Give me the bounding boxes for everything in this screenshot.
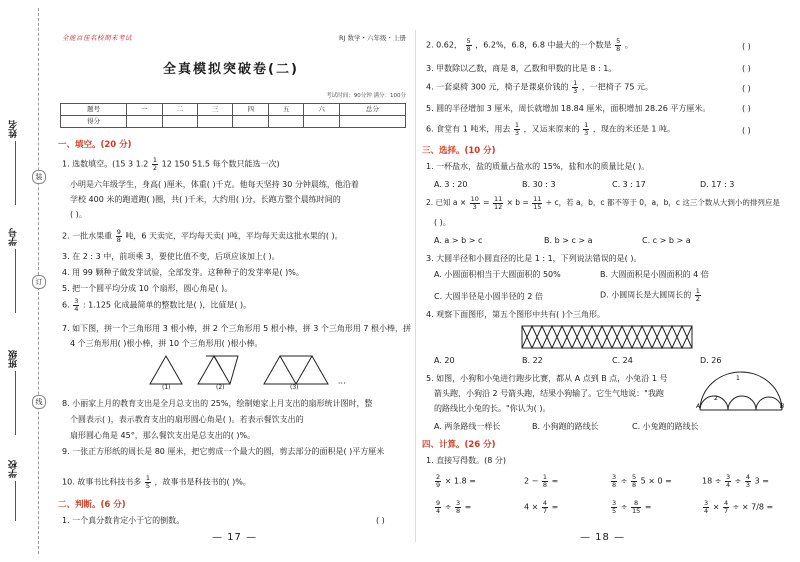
choice-option[interactable]: B. b > c > a	[544, 236, 593, 245]
denominator: 3	[514, 128, 520, 137]
numerator: 8	[631, 500, 641, 508]
score-header: 四	[233, 104, 268, 116]
numerator: 3	[455, 499, 461, 507]
choice-option[interactable]: A. 小圆面积相当于大圆面积的 50%	[434, 270, 561, 279]
school-blank	[15, 481, 16, 521]
choice-option[interactable]: D. 26	[700, 356, 722, 365]
numerator: 5	[466, 37, 471, 45]
fraction	[615, 38, 621, 52]
choice-option[interactable]: A. 两条路线一样长	[434, 422, 501, 431]
question-text: 2. 0.62，	[426, 40, 462, 50]
question-text: 扇形圆心角是 45°，那么餐饮支出是总支出的( )%。	[70, 431, 256, 440]
calc-text: ÷	[620, 476, 628, 486]
ellipsis: ···	[338, 379, 346, 388]
numerator: 9	[116, 228, 121, 236]
question-judge-6	[426, 122, 675, 136]
choice-option[interactable]: D. 17 : 3	[700, 180, 735, 189]
answer-paren[interactable]: ( )	[742, 126, 751, 135]
question-text: ，又运来原来的	[523, 124, 580, 134]
question-text: 吨，6 天卖完，平均每天卖( )吨，平均每天卖这批水果的( )。	[125, 231, 343, 241]
fraction	[725, 474, 731, 488]
choice-option[interactable]: C. c > b > a	[642, 236, 691, 245]
fraction	[73, 298, 79, 312]
fraction	[611, 474, 617, 488]
right-page	[420, 0, 790, 562]
score-cell[interactable]	[162, 116, 197, 128]
numerator: 4	[745, 473, 751, 481]
question-fill-2	[62, 229, 343, 243]
calc-text: =	[464, 502, 472, 512]
name-label: 姓名	[9, 120, 20, 138]
fraction	[152, 157, 158, 171]
numerator: 9	[436, 499, 441, 507]
denominator: 9	[436, 480, 441, 489]
denominator: 7	[542, 506, 548, 515]
option-text: D. 小圆周长是大圆周长的	[600, 290, 692, 300]
question-fill-8: 8. 小丽家上月的教育支出是全月总支出的 25%，绘制她家上月支出的扇形统计图时，整	[62, 399, 373, 408]
triangle-figure-3	[264, 356, 296, 384]
denominator: 4	[704, 506, 709, 515]
numerator: 5	[616, 37, 621, 45]
choice-option[interactable]: B. 小狗跑的路线长	[532, 422, 599, 431]
calc-text: 18 ÷	[702, 476, 722, 486]
answer-paren[interactable]: ( )	[742, 84, 751, 93]
fraction	[631, 474, 637, 488]
numerator: 1	[152, 156, 158, 164]
large-semicircle	[700, 372, 785, 410]
question-text: ( )。	[70, 210, 87, 219]
name-field	[4, 120, 26, 205]
fraction	[470, 196, 480, 210]
question-text: 学校 400 米的跑道跑( )圈，共( )千米，大约用( )分，长跑方整个晨练时间的	[70, 195, 341, 204]
fraction	[435, 500, 441, 514]
calc-text: × 1.8 =	[444, 476, 476, 486]
fraction	[116, 229, 122, 243]
calc-text: 5 × 0 =	[640, 476, 672, 486]
name-blank	[15, 141, 16, 205]
question-text: 2. 一批水果重	[62, 231, 113, 241]
student-id-field	[4, 228, 26, 313]
score-cell[interactable]	[198, 116, 233, 128]
calc-text: ÷	[620, 502, 628, 512]
denominator: 4	[74, 304, 79, 313]
exam-meta: 考试时间：90分钟 满分：100分	[326, 93, 406, 99]
triangle-pattern-figure	[520, 324, 700, 350]
calc-text: =	[644, 502, 652, 512]
question-judge-4	[426, 80, 653, 94]
denominator: 8	[116, 235, 121, 244]
figure-caption-3: (3)	[290, 384, 299, 391]
calc-text: ÷	[732, 502, 740, 512]
question-text: 的路线比小兔的长。"你认为( )。	[434, 404, 551, 413]
question-text: : 1.125 化成最简单的整数比是( )，比值是( )。	[82, 300, 252, 310]
calc-text: 2 −	[524, 476, 539, 486]
numerator: 2	[436, 473, 441, 481]
question-text: 4 个三角形用( )根小棒，拼 10 个三角形用( )根小棒。	[70, 339, 263, 348]
denominator: 8	[542, 480, 548, 489]
question-judge-3: 3. 甲数除以乙数，商是 8，乙数和甲数的比是 8 : 1。	[426, 64, 617, 73]
choice-option[interactable]: A. a > b > c	[434, 236, 483, 245]
fraction	[695, 288, 701, 302]
fraction	[532, 196, 542, 210]
question-choice-3: 3. 大圆半径和小圆直径的比是 1 : 1，下列说法错误的是( )。	[426, 254, 642, 263]
question-text: 1. 选数填空。(15 3 1.2	[62, 159, 149, 169]
denominator: 4	[436, 506, 441, 515]
race-route-figure	[696, 368, 786, 414]
score-table-header-row	[61, 104, 406, 116]
question-choice-5: 5. 如图，小狗和小兔进行跑步比赛，都从 A 点到 B 点，小兔沿 1 号	[426, 374, 668, 383]
question-judge-5: 5. 圆的半径增加 3 厘米，周长就增加 18.84 厘米，面积增加 28.26 平方厘米。	[426, 104, 711, 113]
fraction	[455, 500, 461, 514]
denominator: 2	[695, 294, 700, 303]
page-title: 全真模拟突破卷(二)	[163, 62, 299, 77]
calc-text: =	[551, 476, 559, 486]
denominator: 8	[612, 480, 617, 489]
numerator: 1	[514, 121, 520, 129]
triangle-figure-3	[280, 356, 328, 384]
numerator: 3	[612, 499, 617, 507]
calc-text: =	[551, 502, 559, 512]
student-id-label: 学号	[9, 228, 20, 246]
question-text: 箭头跑，小狗沿 2 号箭头跑，结果小狗输了。它生气地说："我跑	[434, 389, 664, 398]
answer-paren[interactable]: ( )	[742, 42, 751, 51]
fraction	[745, 474, 751, 488]
student-id-blank	[15, 249, 16, 313]
question-fill-3: 3. 在 2 : 3 中，前项乘 3，要使比值不变，后项应该加上( )。	[62, 252, 280, 261]
choice-option[interactable]: A. 20	[434, 356, 455, 365]
calc-text: ÷	[444, 502, 452, 512]
fraction	[493, 196, 503, 210]
left-page	[50, 0, 412, 562]
calc-item	[434, 500, 471, 514]
question-fill-6	[62, 298, 251, 312]
denominator: 4	[725, 480, 731, 489]
fraction	[723, 500, 729, 514]
calc-text: ÷	[734, 476, 742, 486]
question-choice-1: 1. 一杯盐水，盐的质量占盐水的 15%，盐和水的质量比是( )。	[426, 162, 650, 171]
score-header: 一	[127, 104, 162, 116]
page-number: — 18 —	[580, 532, 626, 543]
question-choice-2	[426, 196, 780, 210]
numerator: 1	[145, 474, 150, 482]
question-text: 12 150 51.5 每个数只能选一次)	[161, 159, 280, 169]
question-text: =	[483, 198, 490, 207]
question-text: ，故事书是科技书的( )%。	[154, 477, 251, 487]
score-table	[60, 103, 406, 128]
numerator: 1	[695, 287, 700, 295]
answer-paren[interactable]: ( )	[742, 64, 751, 73]
answer-paren[interactable]: ( )	[742, 104, 751, 113]
class-blank	[15, 371, 16, 435]
calc-text: × 7/8 =	[741, 502, 774, 512]
triangle-figure-2	[198, 356, 230, 384]
score-header: 总分	[339, 104, 405, 116]
score-row-label: 得分	[61, 116, 127, 128]
choice-option[interactable]: B. 22	[522, 356, 543, 365]
small-semicircle	[728, 396, 756, 410]
section-heading-choice: 三、选择。(10 分)	[422, 146, 496, 156]
denominator: 15	[631, 506, 641, 515]
school-label: 学校	[9, 460, 20, 478]
denominator: 3	[472, 202, 477, 211]
numerator: 1	[573, 79, 578, 87]
score-header: 六	[304, 104, 339, 116]
question-text: ，现在的米还是 1 吨。	[592, 124, 676, 134]
question-text: 6.	[62, 300, 70, 310]
score-cell[interactable]	[127, 116, 162, 128]
route-label: 1	[736, 375, 740, 382]
choice-option[interactable]	[600, 288, 702, 302]
answer-paren[interactable]: ( )	[376, 516, 385, 525]
numerator: 4	[723, 499, 729, 507]
score-header: 二	[162, 104, 197, 116]
fraction	[542, 474, 548, 488]
section-heading-fill: 一、填空。(20 分)	[58, 140, 132, 150]
small-semicircle	[756, 397, 785, 410]
denominator: 3	[584, 128, 589, 137]
calc-text: 4 ×	[524, 502, 539, 512]
point-label: A	[696, 403, 701, 410]
numerator: 1	[584, 121, 589, 129]
series-name: 全能百佳名校期末考试	[62, 34, 132, 42]
score-header: 题号	[61, 104, 127, 116]
fraction	[145, 475, 151, 489]
denominator: 7	[723, 506, 729, 515]
score-cell[interactable]	[339, 116, 405, 128]
denominator: 8	[616, 44, 621, 53]
denominator: 3	[745, 480, 751, 489]
numerator: 5	[631, 473, 637, 481]
denominator: 2	[152, 163, 158, 172]
fraction	[631, 500, 641, 514]
question-text: × b =	[506, 198, 529, 207]
route-label: 2	[714, 395, 718, 402]
choice-option[interactable]: C. 大圆半径是小圆半径的 2 倍	[434, 292, 543, 301]
question-text: 2. 已知 a ×	[426, 198, 467, 207]
calc-text: ×	[712, 502, 720, 512]
numerator: 3	[74, 297, 79, 305]
question-text: ，6.2%，6.8，6.8 中最大的一个数是	[475, 40, 612, 50]
question-text: ( )。	[434, 218, 451, 227]
fraction	[583, 122, 589, 136]
question-fill-5: 5. 把一个圆平均分成 10 个扇形，圆心角是( )。	[62, 284, 233, 293]
score-header: 三	[198, 104, 233, 116]
fraction	[572, 80, 578, 94]
denominator: 12	[493, 202, 503, 211]
question-text: 个圆表示( )，表示教育支出的扇形圆心角是( )。若表示餐饮支出的	[70, 415, 304, 424]
denominator: 8	[631, 480, 637, 489]
fraction	[514, 122, 520, 136]
numerator: 4	[542, 499, 548, 507]
matchstick-triangles-figure	[146, 352, 366, 392]
page-divider	[415, 30, 416, 542]
edition-label: RJ 数学・六年级・上册	[339, 34, 406, 42]
numerator: 10	[470, 195, 479, 203]
question-choice-4: 4. 观察下面图形，第五个图形中共有( )个三角形。	[426, 310, 605, 319]
fraction	[703, 500, 709, 514]
choice-option[interactable]: C. 小兔跑的路线长	[632, 422, 699, 431]
class-label: 班级	[9, 350, 20, 368]
fraction	[435, 474, 441, 488]
numerator: 3	[612, 473, 617, 481]
choice-option[interactable]: C. 3 : 17	[612, 180, 646, 189]
section-heading-judge: 二、判断。(6 分)	[58, 500, 126, 510]
numerator: 3	[725, 473, 731, 481]
denominator: 5	[145, 481, 150, 490]
score-table-score-row	[61, 116, 406, 128]
fraction	[611, 500, 617, 514]
numerator: 11	[533, 195, 542, 203]
question-text: 4. 一套桌椅 300 元，椅子是课桌价钱的	[426, 82, 569, 92]
score-cell[interactable]	[268, 116, 303, 128]
numerator: 3	[704, 499, 709, 507]
question-fill-1	[62, 157, 280, 171]
numerator: 11	[493, 195, 503, 203]
score-cell[interactable]	[233, 116, 268, 128]
binding-mark: 装	[32, 170, 46, 184]
point-label: B	[780, 403, 785, 410]
question-text: ，一把椅子 75 元。	[581, 82, 654, 92]
figure-caption-1: (1)	[162, 384, 171, 391]
zigzag-lower	[522, 326, 692, 348]
question-fill-9: 9. 一张正方形纸的周长是 80 厘米，把它剪成一个最大的圆，剪去部分的面积是( )平方厘米	[62, 447, 385, 456]
calc-item	[434, 474, 476, 488]
question-judge-2	[426, 38, 633, 52]
question-text: 6. 食堂有 1 吨米，用去	[426, 124, 511, 134]
question-fill-7: 7. 如下图，拼一个三角形用 3 根小棒，拼 2 个三角形用 5 根小棒，拼 3 个三角形用 7 根小棒，拼	[62, 324, 412, 333]
binding-mark: 订	[32, 275, 46, 289]
score-header: 五	[268, 104, 303, 116]
choice-option[interactable]: B. 大圆面积是小圆面积的 4 倍	[600, 270, 709, 279]
question-text: 小明是六年级学生，身高( )厘米，体重( )千克。他每天坚持 30 分钟晨练，他沿着	[70, 180, 359, 189]
section-heading-calc: 四、计算。(26 分)	[422, 440, 496, 450]
denominator: 8	[466, 44, 471, 53]
question-judge-1: 1. 一个真分数肯定小于它的倒数。	[62, 516, 185, 525]
page-number: — 17 —	[212, 532, 258, 543]
binding-strip	[0, 0, 48, 562]
triangle-figure-1	[150, 356, 182, 384]
denominator: 8	[455, 506, 461, 515]
school-field	[4, 460, 26, 521]
fraction	[466, 38, 472, 52]
question-fill-4: 4. 用 99 颗种子做发芽试验，全部发芽。这种种子的发芽率是( )%。	[62, 268, 304, 277]
choice-option[interactable]: C. 24	[612, 356, 633, 365]
question-text: 10. 故事书比科技书多	[62, 477, 142, 487]
score-cell[interactable]	[304, 116, 339, 128]
triangle-figure-2	[214, 356, 222, 370]
denominator: 15	[533, 202, 542, 211]
calc-item	[524, 500, 558, 514]
denominator: 3	[573, 86, 578, 95]
calc-item	[702, 474, 769, 488]
calc-item	[610, 474, 672, 488]
question-fill-10	[62, 475, 251, 489]
calc-text: 3 =	[754, 476, 769, 486]
choice-option[interactable]: A. 3 : 20	[434, 180, 468, 189]
figure-caption-2: (2)	[216, 384, 225, 391]
class-field	[4, 350, 26, 435]
binding-mark: 线	[32, 395, 46, 409]
choice-option[interactable]: B. 30 : 3	[522, 180, 556, 189]
numerator: 1	[542, 473, 548, 481]
calc-item	[702, 500, 773, 514]
fraction	[542, 500, 548, 514]
calc-item	[524, 474, 558, 488]
question-text: 。	[624, 40, 633, 50]
question-text: ÷ c，若 a，b，c 都不等于 0，a，b，c 这三个数从大到小的排列应是	[545, 198, 780, 207]
denominator: 5	[612, 506, 617, 515]
calc-item	[610, 500, 651, 514]
question-calc-1: 1. 直接写得数。(8 分)	[426, 456, 507, 465]
